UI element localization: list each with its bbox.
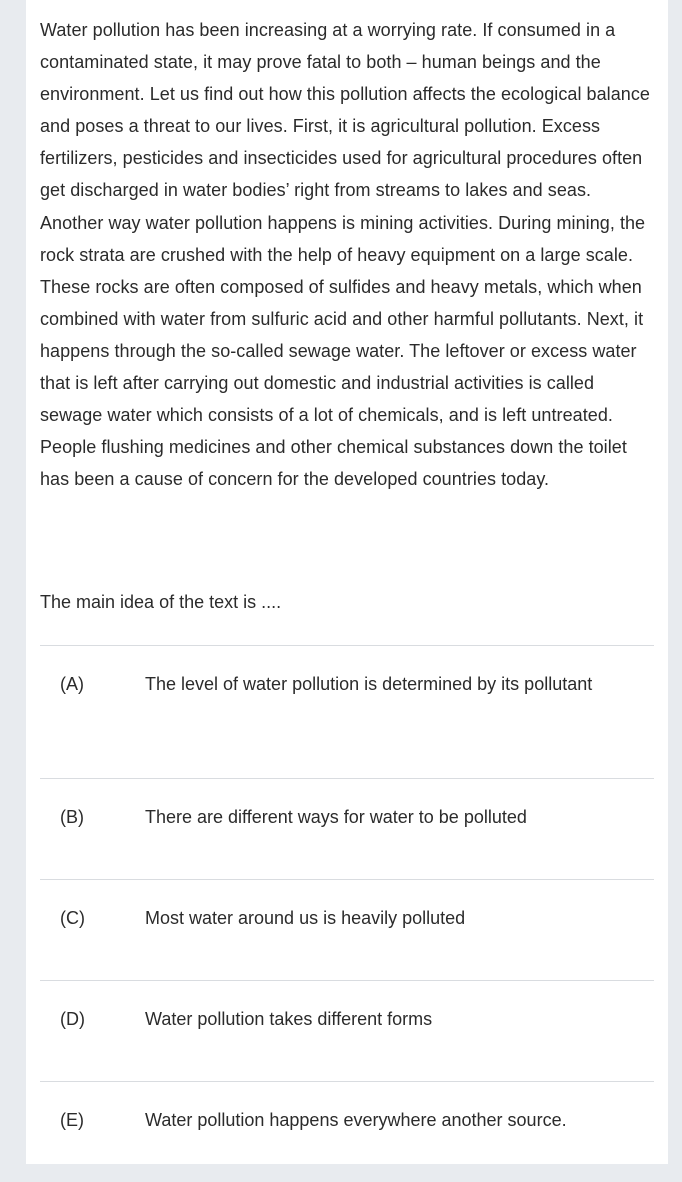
option-e[interactable] — [40, 1081, 654, 1182]
option-text: Water pollution happens everywhere another source. — [145, 1110, 567, 1130]
option-letter: (C) — [60, 908, 85, 928]
option-text: Most water around us is heavily polluted — [145, 908, 466, 928]
option-text: The level of water pollution is determined by its pollutant — [145, 674, 593, 694]
option-b[interactable] — [40, 778, 654, 879]
option-d[interactable] — [40, 980, 654, 1081]
option-text: There are different ways for water to be polluted — [145, 807, 527, 827]
option-letter: (D) — [60, 1009, 85, 1029]
question-prompt: The main idea of the text is .... — [40, 592, 282, 612]
option-c[interactable] — [40, 879, 654, 980]
reading-passage: Water pollution has been increasing at a worrying rate. If consumed in a contaminated state, it may prove fatal to both – human beings and the environment. Let us find out how this pollution affects the ecological balance and poses a threat to our lives. First, it is agricultural pollution. Excess fertilizers, pesticides and insecticides used for agricultural procedures often get discharged in water bodies’ right from streams to lakes and seas. Another way water pollution happens is mining activities. During mining, the rock strata are crushed with the help of heavy equipment on a large scale. These rocks are often composed of sulfides and heavy metals, which when combined with water from sulfuric acid and other harmful pollutants. Next, it happens through the so-called sewage water. The leftover or excess water that is left after carrying out domestic and industrial activities is called sewage water which consists of a lot of chemicals, and is left untreated. People flushing medicines and other chemical substances down the toilet has been a cause of concern for the developed countries today. — [40, 20, 650, 490]
option-letter: (B) — [60, 807, 84, 827]
answer-options — [40, 645, 654, 1182]
option-a[interactable] — [40, 645, 654, 778]
option-text: Water pollution takes different forms — [145, 1009, 433, 1029]
question-card — [26, 0, 668, 1164]
option-letter: (E) — [60, 1110, 84, 1130]
option-letter: (A) — [60, 674, 84, 694]
